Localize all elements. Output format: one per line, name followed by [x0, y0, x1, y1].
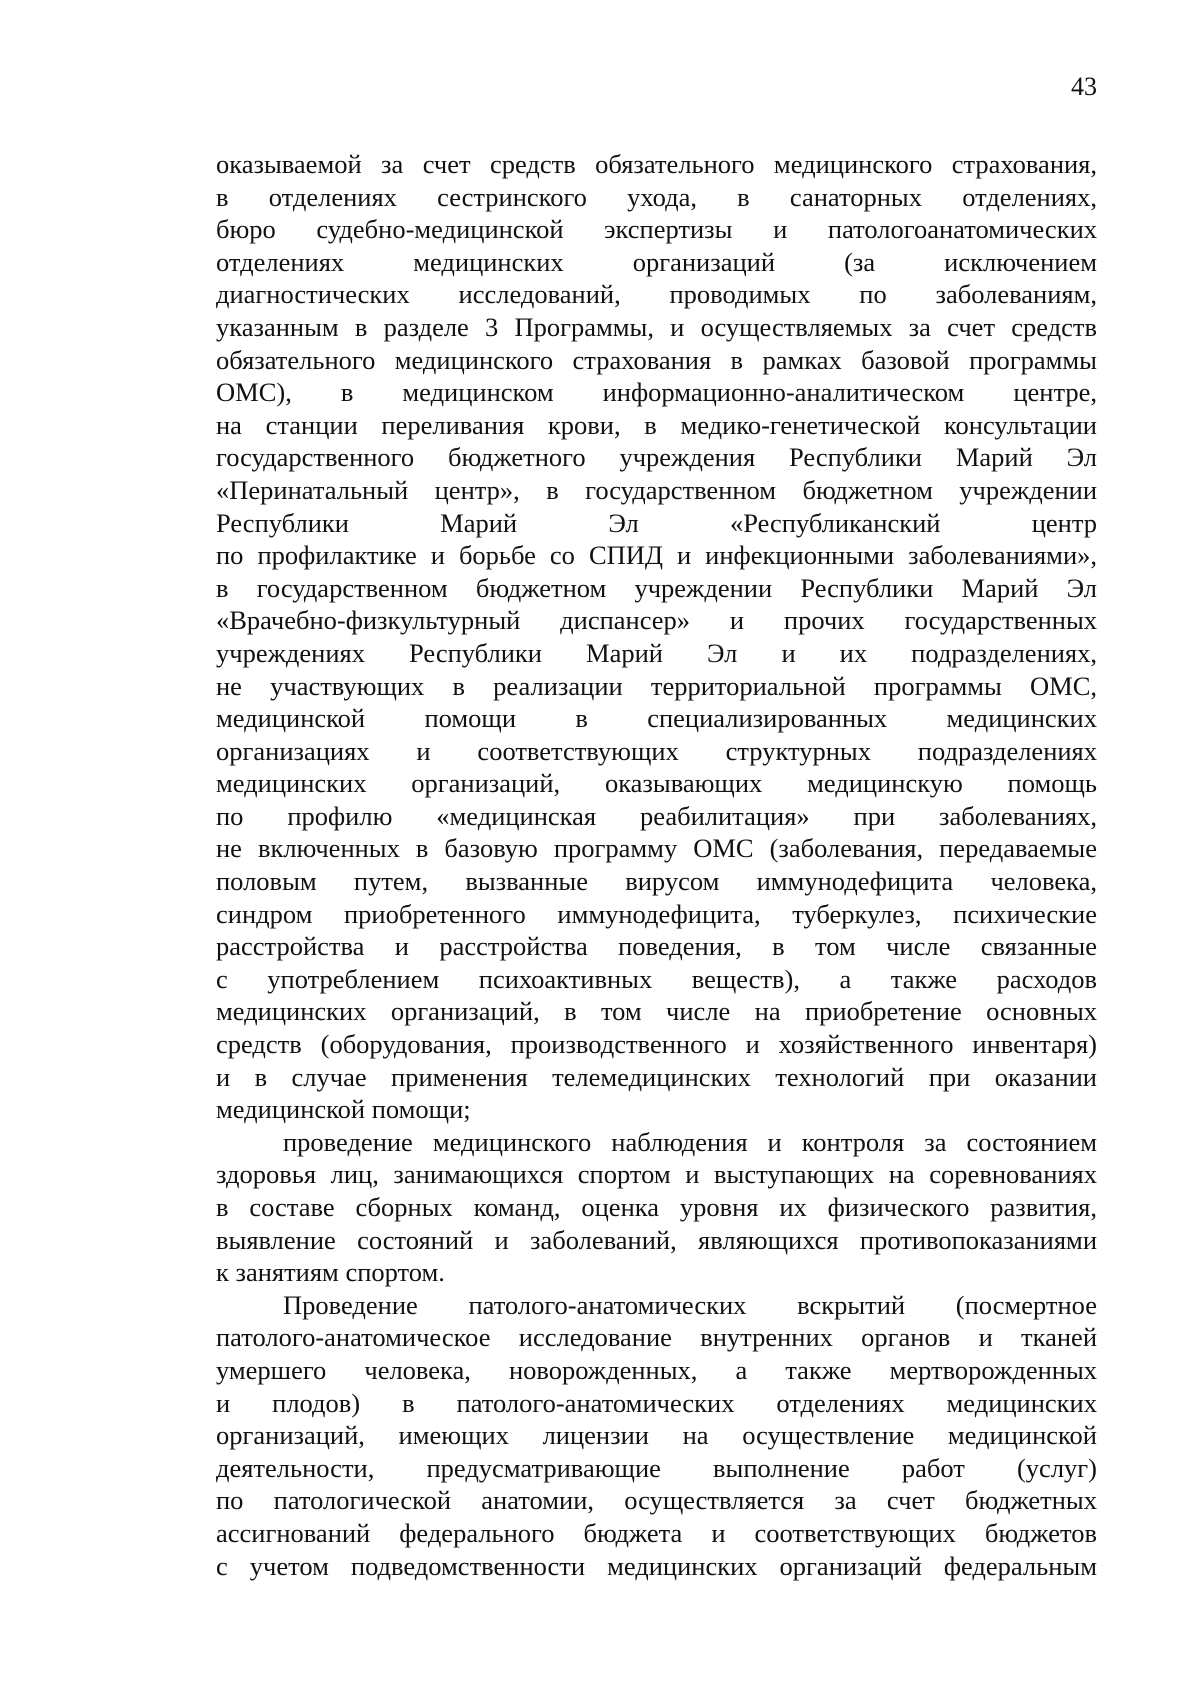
text-line: «Врачебно-физкультурный диспансер» и прочих государственных	[216, 605, 1097, 636]
text-line: к занятиям спортом.	[216, 1257, 445, 1288]
text-line: не участвующих в реализации территориальной программы ОМС,	[216, 670, 1097, 701]
text-line: с употреблением психоактивных веществ), а также расходов	[216, 963, 1097, 994]
text-line: ОМС), в медицинском информационно-аналитическом центре,	[216, 377, 1097, 408]
text-line: Проведение патолого-анатомических вскрытий (посмертное	[283, 1289, 1097, 1320]
text-line: диагностических исследований, проводимых по заболеваниям,	[216, 279, 1097, 310]
text-line: средств (оборудования, производственного и хозяйственного инвентаря)	[216, 1029, 1097, 1060]
text-line: в составе сборных команд, оценка уровня их физического развития,	[216, 1192, 1097, 1222]
text-line: учреждениях Республики Марий Эл и их подразделениях,	[216, 637, 1097, 668]
text-line: бюро судебно-медицинской экспертизы и патологоанатомических	[216, 214, 1097, 245]
text-line: здоровья лиц, занимающихся спортом и выступающих на соревнованиях	[216, 1159, 1097, 1190]
text-line: расстройства и расстройства поведения, в том числе связанные	[216, 931, 1097, 962]
text-line: половым путем, вызванные вирусом иммунодефицита человека,	[216, 866, 1097, 897]
text-line: патолого-анатомическое исследование внутренних органов и тканей	[216, 1322, 1097, 1353]
text-line: медицинских организаций, оказывающих медицинскую помощь	[216, 768, 1097, 799]
text-line: отделениях медицинских организаций (за исключением	[216, 246, 1097, 277]
text-line: по профилю «медицинская реабилитация» при заболеваниях,	[216, 800, 1097, 831]
text-line: с учетом подведомственности медицинских организаций федеральным	[216, 1550, 1097, 1581]
text-line: по патологической анатомии, осуществляется за счет бюджетных	[216, 1485, 1097, 1516]
text-line: организациях и соответствующих структурных подразделениях	[216, 735, 1097, 766]
text-line: и плодов) в патолого-анатомических отделениях медицинских	[216, 1387, 1097, 1418]
text-line: медицинской помощи;	[216, 1094, 471, 1125]
text-line: в отделениях сестринского ухода, в санаторных отделениях,	[216, 181, 1097, 212]
text-line: оказываемой за счет средств обязательного медицинского страхования,	[216, 149, 1097, 179]
text-line: выявление состояний и заболеваний, являющихся противопоказаниями	[216, 1224, 1097, 1255]
text-line: обязательного медицинского страхования в рамках базовой программы	[216, 344, 1097, 375]
paragraph	[216, 1126, 1097, 1289]
text-line: в государственном бюджетном учреждении Республики Марий Эл	[216, 572, 1097, 603]
text-line: «Перинатальный центр», в государственном бюджетном учреждении	[216, 474, 1097, 505]
paragraph	[216, 148, 1097, 1126]
text-line: не включенных в базовую программу ОМС (заболевания, передаваемые	[216, 833, 1097, 864]
text-line: синдром приобретенного иммунодефицита, туберкулез, психические	[216, 898, 1097, 929]
text-line: Республики Марий Эл «Республиканский центр	[216, 507, 1097, 538]
document-body	[216, 148, 1097, 1582]
text-line: организаций, имеющих лицензии на осуществление медицинской	[216, 1420, 1097, 1451]
text-line: деятельности, предусматривающие выполнение работ (услуг)	[216, 1452, 1097, 1483]
text-line: и в случае применения телемедицинских технологий при оказании	[216, 1061, 1097, 1092]
text-line: медицинских организаций, в том числе на приобретение основных	[216, 996, 1097, 1027]
text-line: государственного бюджетного учреждения Республики Марий Эл	[216, 442, 1097, 473]
text-line: указанным в разделе 3 Программы, и осуществляемых за счет средств	[216, 311, 1097, 342]
text-line: ассигнований федерального бюджета и соответствующих бюджетов	[216, 1517, 1097, 1548]
text-line: умершего человека, новорожденных, а также мертворожденных	[216, 1354, 1097, 1385]
text-line: на станции переливания крови, в медико-генетической консультации	[216, 409, 1097, 440]
text-line: проведение медицинского наблюдения и контроля за состоянием	[283, 1126, 1097, 1157]
page-number: 43	[1071, 72, 1097, 101]
text-line: по профилактике и борьбе со СПИД и инфекционными заболеваниями»,	[216, 540, 1097, 571]
paragraph	[216, 1289, 1097, 1582]
text-line: медицинской помощи в специализированных медицинских	[216, 703, 1097, 734]
